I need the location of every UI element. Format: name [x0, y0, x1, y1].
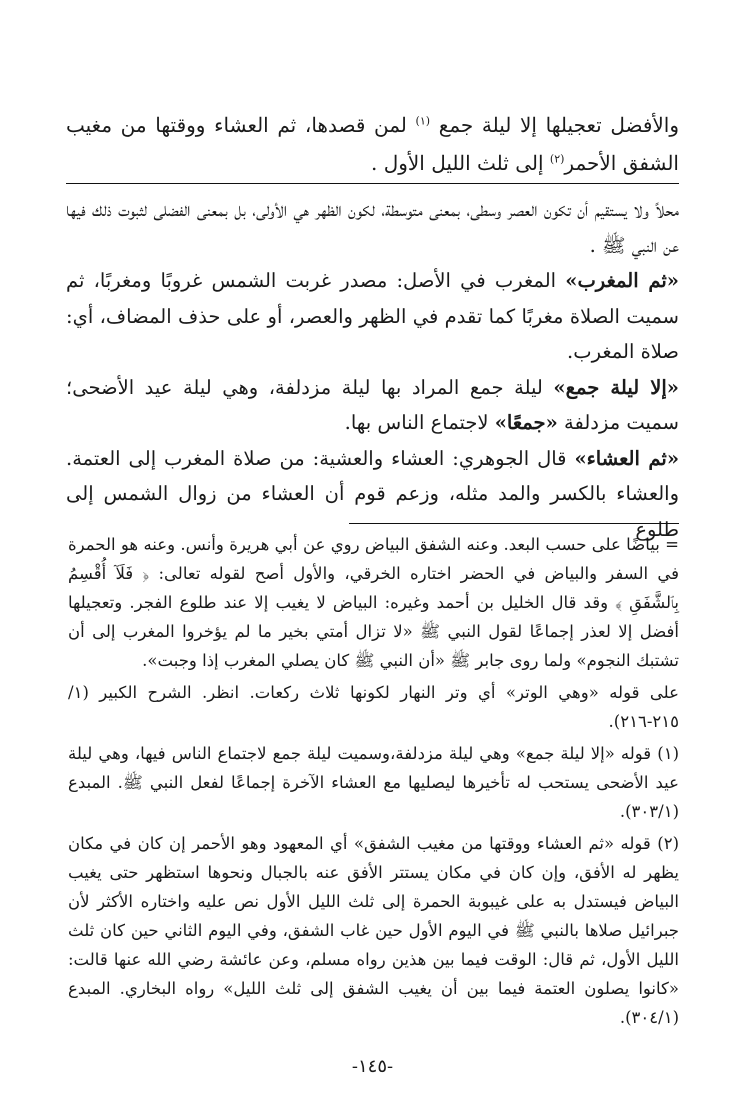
page-number: -١٤٥- — [351, 1056, 394, 1077]
commentary-paragraph-2 — [66, 263, 679, 370]
commentary-heading-maghrib: «ثم المغرب» — [565, 269, 679, 292]
footnotes — [68, 530, 679, 1032]
footnote-divider — [349, 523, 679, 524]
footnote-witr: على قوله «وهي الوتر» أي وتر النهار لكونها ثلاث ركعات. انظر. الشرح الكبير (١/ ٢١٥-٢١٦). — [68, 683, 679, 731]
commentary-body: لاجتماع الناس بها. — [344, 411, 495, 434]
main-text-part3: إلى ثلث الليل الأول . — [371, 151, 550, 175]
main-text-part2: لمن قصدها، ثم العشاء ووقتها من مغيب الشفق الأحمر — [66, 113, 679, 175]
commentary-heading-isha: «ثم العشاء» — [574, 446, 680, 470]
commentary-heading-jam: «إلا ليلة جمع» — [553, 375, 679, 399]
commentary — [66, 192, 679, 547]
footnote-2: (٢) قوله «ثم العشاء ووقتها من مغيب الشفق» أي المعهود وهو الأحمر إن كان في مكان يظهر له الأفق، وإن كان في مكان يستتر الأفق عنه بالجبال ونحوها استظهر حتى يغيب البياض فيستدل به على غيبوبة الحمرة إلى ثلث الليل الأول نص عليه واختاره الأكثر لأن جبرائيل صلاها بالنبي ﷺ في اليوم الأول حين غاب الشفق، وفي اليوم الثاني حين كان ثلث الليل الأول، ثم قال: الوقت فيما بين هذين رواه مسلم، وعن عائشة رضي الله عنها قالت: «كانوا يصلون العتمة فيما بين أن يغيب الشفق إلى ثلث الليل» رواه البخاري. المبدع (٣٠٤/١). — [68, 834, 679, 1027]
main-text-divider — [66, 183, 679, 184]
main-text — [66, 106, 679, 182]
commentary-bold-term: «جمعًا» — [494, 411, 558, 434]
footnote-continuation: = بياضًا على حسب البعد. وعنه الشفق البياض روي عن أبي هريرة وأنس. وعنه هو الحمرة في السفر والبياض في الحضر اختاره الخرقي، والأول أصح لقوله تعالى: ﴿ فَلَآ أُقْسِمُ بِٱلشَّفَقِ ﴾ وقد قال الخليل بن أحمد وغيره: البياض لا يغيب إلا عند طلوع الفجر. وتعجيلها أفضل إلا لعذر إجماعًا لقول النبي ﷺ «لا تزال أمتي بخير ما لم يؤخروا المغرب إلى أن تشتبك النجوم» ولما روى جابر ﷺ «أن النبي ﷺ كان يصلي المغرب إذا وجبت». — [68, 535, 679, 670]
commentary-body: قال الجوهري: العشاء والعشية: من صلاة المغرب إلى العتمة. والعشاء بالكسر والمد مثله، وزعم قوم أن العشاء من زوال الشمس إلى طلوع — [66, 446, 679, 541]
footnote-ref-1[interactable]: (١) — [415, 114, 431, 128]
commentary-body: المغرب في الأصل: مصدر غربت الشمس غروبًا ومغربًا، ثم سميت الصلاة مغربًا كما تقدم في الظهر والعصر، أو على حذف المضاف، أي: صلاة المغرب. — [66, 269, 679, 363]
commentary-paragraph-1: محلاً ولا يستقيم أن تكون العصر وسطى، بمعنى متوسطة، لكون الظهر هي الأولى، بل بمعنى الفضلى لثبوت ذلك فيها عن النبي ﷺ . — [66, 198, 679, 257]
commentary-paragraph-3 — [66, 370, 679, 441]
commentary-body: ليلة جمع المراد بها ليلة مزدلفة، وهي ليلة عيد الأضحى؛ سميت مزدلفة — [66, 375, 679, 434]
footnote-1: (١) قوله «إلا ليلة جمع» وهي ليلة مزدلفة،وسميت ليلة جمع لاجتماع الناس فيها، وهي ليلة عيد الأضحى يستحب له تأخيرها ليصليها مع العشاء الآخرة إجماعًا لفعل النبي ﷺ. المبدع (٣٠٣/١). — [68, 744, 679, 821]
footnote-ref-2[interactable]: (٢) — [549, 152, 565, 166]
main-text-part1: والأفضل تعجيلها إلا ليلة جمع — [430, 113, 680, 137]
